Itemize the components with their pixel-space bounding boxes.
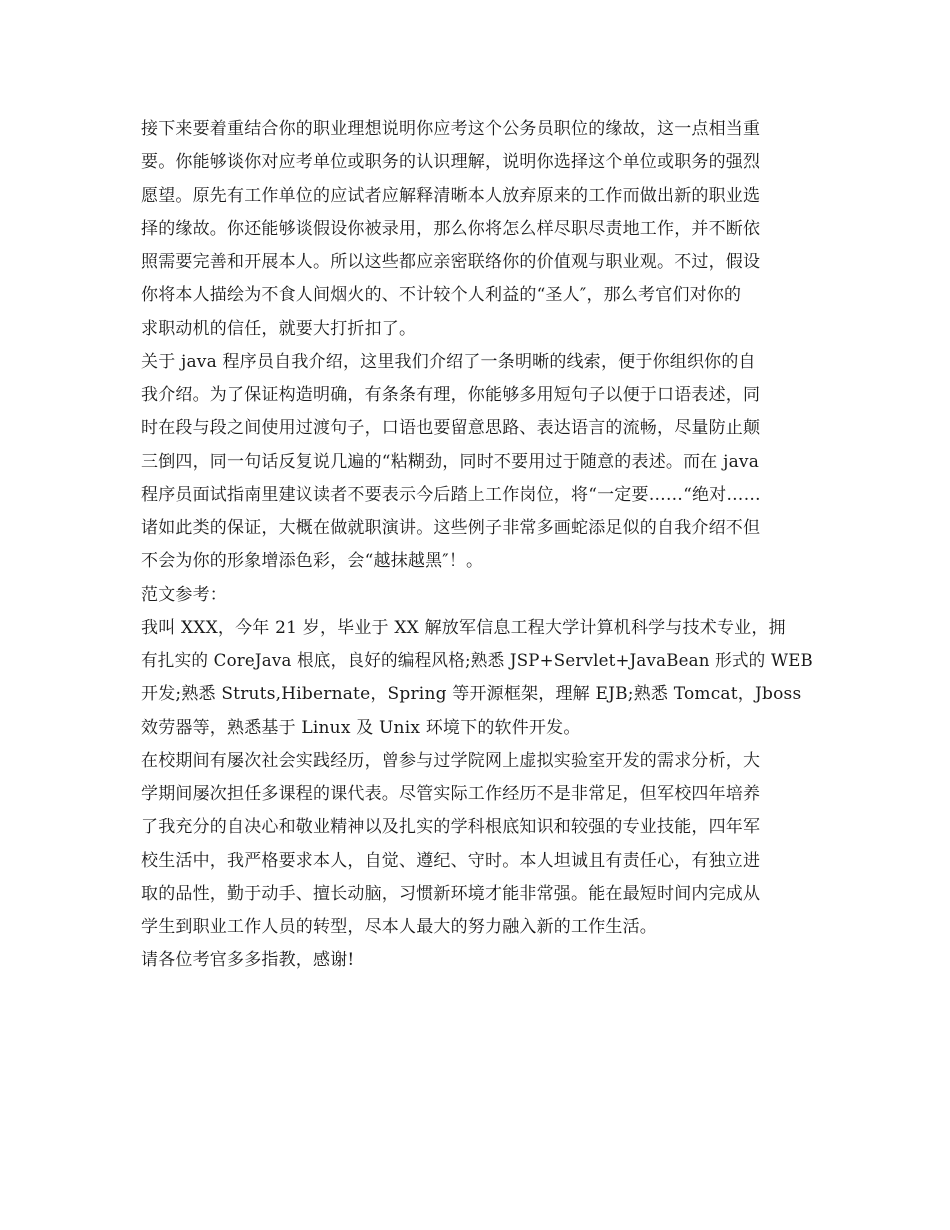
- text-line: 效劳器等，熟悉基于 Linux 及 Unix 环境下的软件开发。: [141, 718, 581, 738]
- text-line: 时在段与段之间使用过渡句子，口语也要留意思路、表达语言的流畅，尽量防止颠: [141, 418, 761, 438]
- text-line: 开发;熟悉 Struts,Hibernate，Spring 等开源框架，理解 EJB;熟悉 Tomcat，Jboss: [141, 684, 802, 704]
- text-line: 愿望。原先有工作单位的应试者应解释清晰本人放弃原来的工作而做出新的职业选: [141, 186, 761, 206]
- text-line: 学期间屡次担任多课程的课代表。尽管实际工作经历不是非常足，但军校四年培养: [141, 784, 761, 804]
- text-line: 学生到职业工作人员的转型，尽本人最大的努力融入新的工作生活。: [141, 917, 657, 937]
- text-line: 我介绍。为了保证构造明确，有条条有理，你能够多用短句子以便于口语表述，同: [141, 385, 761, 405]
- text-line: 照需要完善和开展本人。所以这些都应亲密联络你的价值观与职业观。不过，假设: [141, 252, 761, 272]
- text-line: 校生活中，我严格要求本人，自觉、遵纪、守时。本人坦诚且有责任心，有独立进: [141, 851, 761, 871]
- text-line: 我叫 XXX，今年 21 岁，毕业于 XX 解放军信息工程大学计算机科学与技术专业，拥: [141, 618, 786, 638]
- text-line: 接下来要着重结合你的职业理想说明你应考这个公务员职位的缘故，这一点相当重: [141, 119, 761, 139]
- text-line: 求职动机的信任，就要大打折扣了。: [141, 319, 417, 339]
- text-line: 诸如此类的保证，大概在做就职演讲。这些例子非常多画蛇添足似的自我介绍不但: [141, 518, 761, 538]
- section-heading: 范文参考：: [141, 585, 227, 605]
- text-line: 关于 java 程序员自我介绍，这里我们介绍了一条明晰的线索，便于你组织你的自: [141, 352, 756, 372]
- text-line: 你将本人描绘为不食人间烟火的、不计较个人利益的“圣人″，那么考官们对你的: [141, 285, 742, 305]
- text-line: 要。你能够谈你对应考单位或职务的认识理解，说明你选择这个单位或职务的强烈: [141, 152, 761, 172]
- text-line: 三倒四，同一句话反复说几遍的“粘糊劲，同时不要用过于随意的表述。而在 java: [141, 452, 760, 472]
- text-line: 不会为你的形象增添色彩，会“越抹越黑″！。: [141, 551, 484, 571]
- text-line: 择的缘故。你还能够谈假设你被录用，那么你将怎么样尽职尽责地工作，并不断依: [141, 219, 761, 239]
- text-line: 了我充分的自决心和敬业精神以及扎实的学科根底知识和较强的专业技能，四年军: [141, 817, 761, 837]
- text-line: 有扎实的 CoreJava 根底，良好的编程风格;熟悉 JSP+Servlet+JavaBean 形式的 WEB: [141, 651, 813, 671]
- text-line: 取的品性，勤于动手、擅长动脑，习惯新环境才能非常强。能在最短时间内完成从: [141, 884, 761, 904]
- text-line: 请各位考官多多指教，感谢!: [141, 950, 355, 970]
- text-line: 在校期间有屡次社会实践经历，曾参与过学院网上虚拟实验室开发的需求分析，大: [141, 751, 761, 771]
- text-line: 程序员面试指南里建议读者不要表示今后踏上工作岗位，将“一定要……“绝对……: [141, 485, 761, 505]
